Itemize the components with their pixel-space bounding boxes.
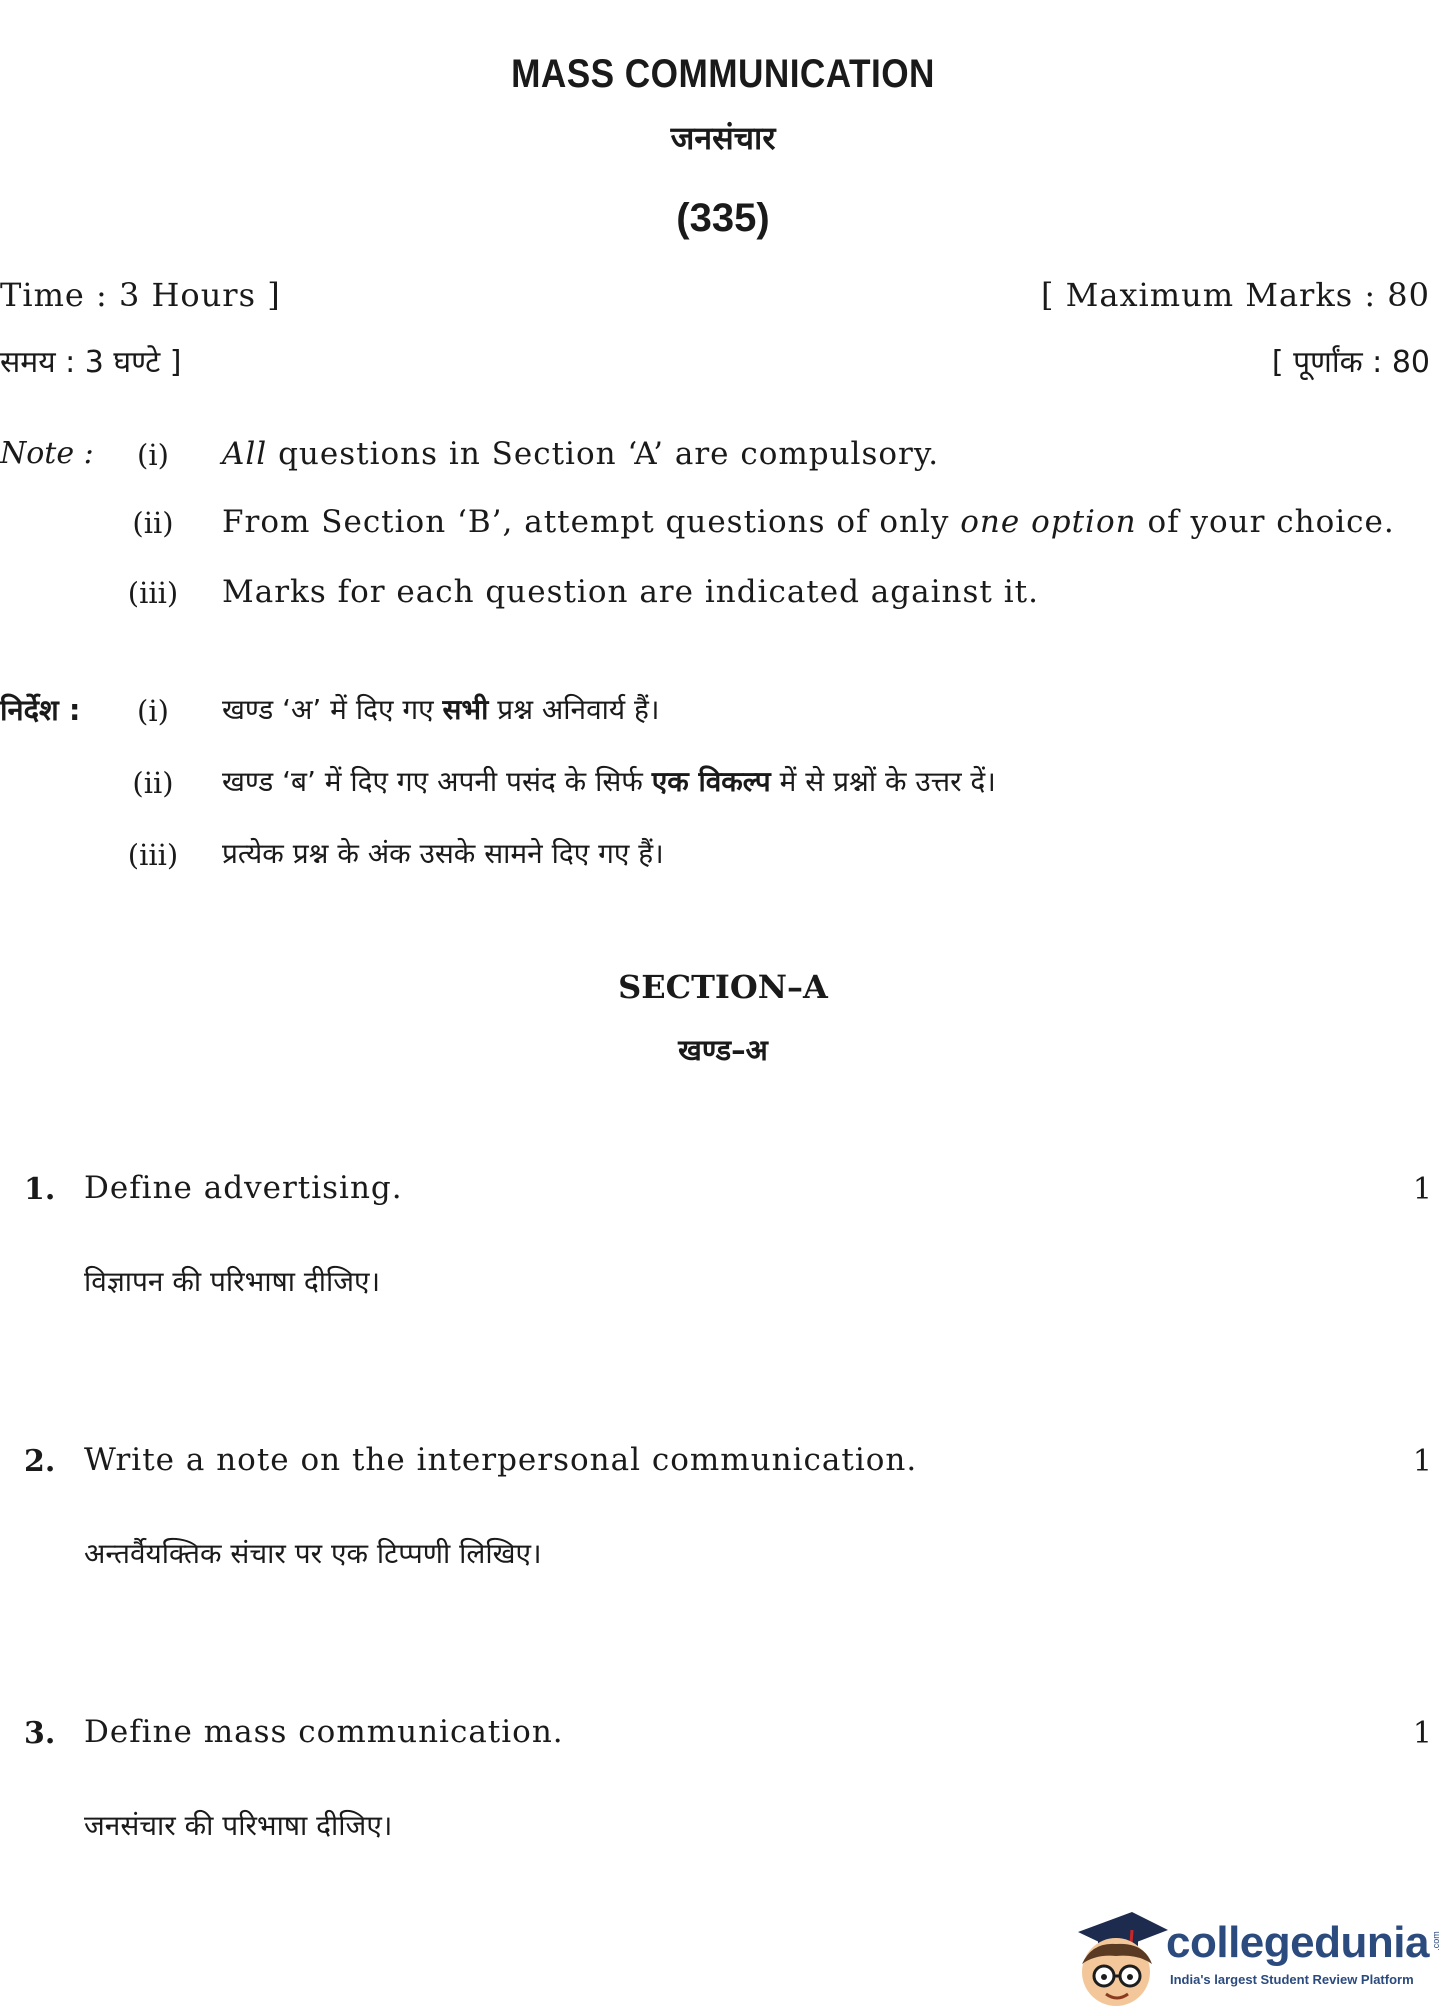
- paper-code: (335): [676, 196, 770, 240]
- section-title: SECTION–A: [618, 968, 828, 1006]
- note-number: (iii): [127, 838, 179, 872]
- brand-name: collegedunia: [1166, 1918, 1429, 1967]
- brand-tagline: India's largest Student Review Platform: [1170, 1972, 1414, 1987]
- question-number: 3.: [24, 1716, 56, 1751]
- question-text: Define advertising.: [84, 1170, 403, 1206]
- note-number: (i): [137, 438, 169, 472]
- question-marks: 1: [1412, 1716, 1432, 1751]
- question-marks: 1: [1412, 1444, 1432, 1479]
- time-label-hindi: समय : 3 घण्टे ]: [0, 345, 182, 380]
- question-text: Define mass communication.: [84, 1714, 564, 1750]
- question-text-hindi: जनसंचार की परिभाषा दीजिए।: [84, 1809, 393, 1842]
- paper-title-hindi: जनसंचार: [670, 120, 776, 156]
- brand-suffix: .com: [1430, 1931, 1441, 1951]
- question-text-hindi: अन्तर्वैयक्तिक संचार पर एक टिप्पणी लिखिए।: [84, 1537, 542, 1570]
- paper-title: MASS COMMUNICATION: [511, 52, 935, 96]
- note-line: All questions in Section ‘A’ are compulsory.: [222, 436, 940, 472]
- question-number: 2.: [24, 1444, 56, 1479]
- note-line-hindi: खण्ड ‘ब’ में दिए गए अपनी पसंद के सिर्फ एक विकल्प में से प्रश्नों के उत्तर दें।: [222, 765, 996, 798]
- time-label: Time : 3 Hours ]: [0, 276, 281, 314]
- max-marks-label: [ Maximum Marks : 80: [1040, 276, 1430, 314]
- note-number: (iii): [127, 576, 179, 610]
- question-marks: 1: [1412, 1172, 1432, 1207]
- note-number: (i): [137, 694, 169, 728]
- note-line-hindi: खण्ड ‘अ’ में दिए गए सभी प्रश्न अनिवार्य हैं।: [222, 693, 660, 726]
- question-text-hindi: विज्ञापन की परिभाषा दीजिए।: [84, 1265, 381, 1298]
- mascot-logo-icon: [1072, 1902, 1168, 2012]
- note-line-hindi: प्रत्येक प्रश्न के अंक उसके सामने दिए गए हैं।: [222, 837, 664, 870]
- max-marks-label-hindi: [ पूर्णांक : 80: [1271, 345, 1430, 380]
- section-title-hindi: खण्ड–अ: [678, 1033, 768, 1067]
- question-number: 1.: [24, 1172, 56, 1207]
- note-line: Marks for each question are indicated against it.: [222, 574, 1039, 610]
- note-number: (ii): [132, 766, 174, 800]
- note-label-hindi: निर्देश :: [0, 693, 81, 727]
- note-number: (ii): [132, 506, 174, 540]
- note-line: From Section ‘B’, attempt questions of only one option of your choice.: [222, 504, 1395, 540]
- question-text: Write a note on the interpersonal communication.: [84, 1442, 918, 1478]
- note-label: Note :: [0, 436, 94, 471]
